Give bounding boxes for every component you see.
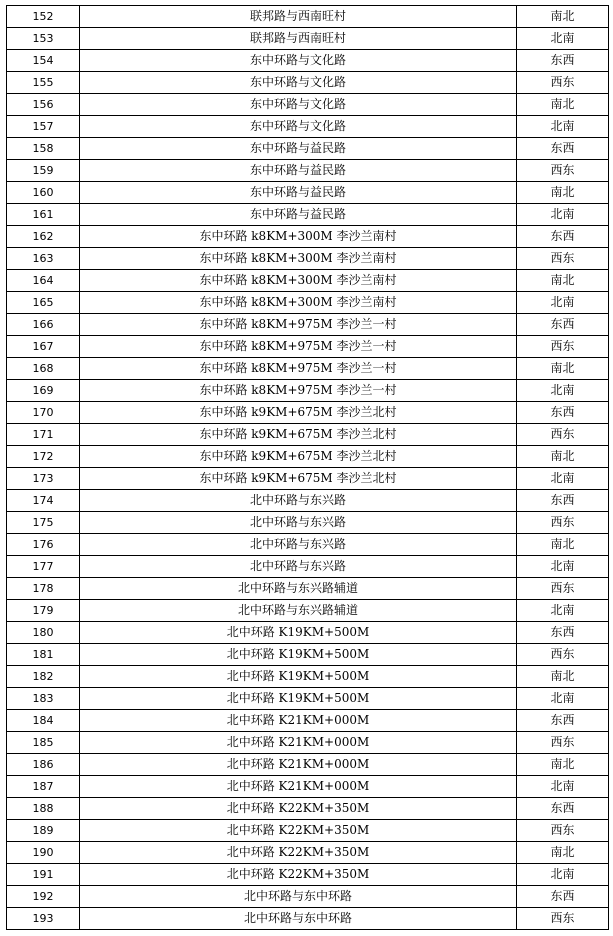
table-row bbox=[7, 446, 609, 468]
direction-cell: 南北 bbox=[517, 754, 609, 776]
direction-cell: 西东 bbox=[517, 644, 609, 666]
direction-cell: 东西 bbox=[517, 710, 609, 732]
table-row bbox=[7, 380, 609, 402]
location-cell: 北中环路 K21KM+000M bbox=[80, 754, 517, 776]
direction-cell: 东西 bbox=[517, 226, 609, 248]
direction-cell: 南北 bbox=[517, 842, 609, 864]
row-number-cell: 161 bbox=[7, 204, 80, 226]
location-cell: 东中环路 k8KM+975M 李沙兰一村 bbox=[80, 336, 517, 358]
direction-cell: 东西 bbox=[517, 314, 609, 336]
row-number-cell: 156 bbox=[7, 94, 80, 116]
table-row bbox=[7, 402, 609, 424]
direction-cell: 东西 bbox=[517, 798, 609, 820]
table-row bbox=[7, 248, 609, 270]
location-cell: 东中环路 k8KM+975M 李沙兰一村 bbox=[80, 358, 517, 380]
table-row bbox=[7, 842, 609, 864]
location-cell: 北中环路 K19KM+500M bbox=[80, 622, 517, 644]
intersection-table bbox=[6, 5, 609, 930]
direction-cell: 北南 bbox=[517, 116, 609, 138]
location-cell: 联邦路与西南旺村 bbox=[80, 6, 517, 28]
location-cell: 北中环路与东中环路 bbox=[80, 908, 517, 930]
direction-cell: 北南 bbox=[517, 468, 609, 490]
table-row bbox=[7, 798, 609, 820]
direction-cell: 南北 bbox=[517, 446, 609, 468]
direction-cell: 南北 bbox=[517, 94, 609, 116]
location-cell: 北中环路 K21KM+000M bbox=[80, 732, 517, 754]
table-row bbox=[7, 336, 609, 358]
location-cell: 北中环路 K19KM+500M bbox=[80, 644, 517, 666]
location-cell: 东中环路 k8KM+300M 李沙兰南村 bbox=[80, 292, 517, 314]
table-row bbox=[7, 116, 609, 138]
direction-cell: 南北 bbox=[517, 358, 609, 380]
direction-cell: 西东 bbox=[517, 820, 609, 842]
row-number-cell: 163 bbox=[7, 248, 80, 270]
table-row bbox=[7, 908, 609, 930]
table-row bbox=[7, 622, 609, 644]
table-row bbox=[7, 28, 609, 50]
table-row bbox=[7, 358, 609, 380]
location-cell: 北中环路与东兴路 bbox=[80, 556, 517, 578]
row-number-cell: 180 bbox=[7, 622, 80, 644]
location-cell: 东中环路与文化路 bbox=[80, 94, 517, 116]
table-row bbox=[7, 666, 609, 688]
location-cell: 东中环路 k9KM+675M 李沙兰北村 bbox=[80, 424, 517, 446]
direction-cell: 东西 bbox=[517, 490, 609, 512]
location-cell: 北中环路 K21KM+000M bbox=[80, 776, 517, 798]
location-cell: 联邦路与西南旺村 bbox=[80, 28, 517, 50]
row-number-cell: 157 bbox=[7, 116, 80, 138]
table-row bbox=[7, 270, 609, 292]
row-number-cell: 172 bbox=[7, 446, 80, 468]
location-cell: 东中环路与益民路 bbox=[80, 182, 517, 204]
table-row bbox=[7, 94, 609, 116]
table-row bbox=[7, 644, 609, 666]
row-number-cell: 187 bbox=[7, 776, 80, 798]
direction-cell: 东西 bbox=[517, 50, 609, 72]
table-row bbox=[7, 292, 609, 314]
table-body bbox=[7, 6, 609, 930]
direction-cell: 北南 bbox=[517, 864, 609, 886]
location-cell: 东中环路 k8KM+300M 李沙兰南村 bbox=[80, 248, 517, 270]
location-cell: 北中环路 K19KM+500M bbox=[80, 688, 517, 710]
table-row bbox=[7, 732, 609, 754]
row-number-cell: 192 bbox=[7, 886, 80, 908]
row-number-cell: 189 bbox=[7, 820, 80, 842]
direction-cell: 南北 bbox=[517, 666, 609, 688]
direction-cell: 北南 bbox=[517, 688, 609, 710]
direction-cell: 西东 bbox=[517, 160, 609, 182]
direction-cell: 西东 bbox=[517, 512, 609, 534]
location-cell: 东中环路 k8KM+300M 李沙兰南村 bbox=[80, 226, 517, 248]
direction-cell: 北南 bbox=[517, 380, 609, 402]
row-number-cell: 176 bbox=[7, 534, 80, 556]
row-number-cell: 153 bbox=[7, 28, 80, 50]
table-row bbox=[7, 72, 609, 94]
row-number-cell: 155 bbox=[7, 72, 80, 94]
table-row bbox=[7, 204, 609, 226]
location-cell: 东中环路 k9KM+675M 李沙兰北村 bbox=[80, 468, 517, 490]
table-row bbox=[7, 424, 609, 446]
row-number-cell: 154 bbox=[7, 50, 80, 72]
location-cell: 东中环路与文化路 bbox=[80, 50, 517, 72]
direction-cell: 南北 bbox=[517, 270, 609, 292]
direction-cell: 东西 bbox=[517, 402, 609, 424]
table-row bbox=[7, 490, 609, 512]
direction-cell: 西东 bbox=[517, 72, 609, 94]
table-row bbox=[7, 754, 609, 776]
direction-cell: 北南 bbox=[517, 556, 609, 578]
direction-cell: 北南 bbox=[517, 292, 609, 314]
row-number-cell: 173 bbox=[7, 468, 80, 490]
direction-cell: 西东 bbox=[517, 248, 609, 270]
location-cell: 北中环路与东兴路辅道 bbox=[80, 600, 517, 622]
location-cell: 北中环路 K22KM+350M bbox=[80, 820, 517, 842]
table-row bbox=[7, 182, 609, 204]
table-row bbox=[7, 468, 609, 490]
table-row bbox=[7, 776, 609, 798]
row-number-cell: 158 bbox=[7, 138, 80, 160]
direction-cell: 南北 bbox=[517, 6, 609, 28]
row-number-cell: 184 bbox=[7, 710, 80, 732]
table-row bbox=[7, 226, 609, 248]
direction-cell: 北南 bbox=[517, 28, 609, 50]
table-row bbox=[7, 820, 609, 842]
table-row bbox=[7, 578, 609, 600]
location-cell: 东中环路与益民路 bbox=[80, 160, 517, 182]
row-number-cell: 179 bbox=[7, 600, 80, 622]
location-cell: 北中环路与东兴路 bbox=[80, 512, 517, 534]
row-number-cell: 185 bbox=[7, 732, 80, 754]
location-cell: 东中环路 k8KM+975M 李沙兰一村 bbox=[80, 314, 517, 336]
row-number-cell: 193 bbox=[7, 908, 80, 930]
row-number-cell: 177 bbox=[7, 556, 80, 578]
direction-cell: 北南 bbox=[517, 204, 609, 226]
location-cell: 北中环路 K22KM+350M bbox=[80, 798, 517, 820]
table-row bbox=[7, 534, 609, 556]
row-number-cell: 166 bbox=[7, 314, 80, 336]
location-cell: 北中环路 K22KM+350M bbox=[80, 842, 517, 864]
table-row bbox=[7, 864, 609, 886]
row-number-cell: 164 bbox=[7, 270, 80, 292]
location-cell: 东中环路与益民路 bbox=[80, 138, 517, 160]
direction-cell: 北南 bbox=[517, 600, 609, 622]
table-row bbox=[7, 688, 609, 710]
row-number-cell: 190 bbox=[7, 842, 80, 864]
table-row bbox=[7, 160, 609, 182]
direction-cell: 南北 bbox=[517, 182, 609, 204]
table-row bbox=[7, 886, 609, 908]
direction-cell: 东西 bbox=[517, 138, 609, 160]
row-number-cell: 171 bbox=[7, 424, 80, 446]
row-number-cell: 182 bbox=[7, 666, 80, 688]
row-number-cell: 168 bbox=[7, 358, 80, 380]
location-cell: 北中环路与东兴路 bbox=[80, 534, 517, 556]
row-number-cell: 188 bbox=[7, 798, 80, 820]
direction-cell: 西东 bbox=[517, 908, 609, 930]
row-number-cell: 159 bbox=[7, 160, 80, 182]
table-row bbox=[7, 314, 609, 336]
location-cell: 东中环路 k9KM+675M 李沙兰北村 bbox=[80, 402, 517, 424]
table-row bbox=[7, 6, 609, 28]
direction-cell: 西东 bbox=[517, 578, 609, 600]
location-cell: 东中环路 k9KM+675M 李沙兰北村 bbox=[80, 446, 517, 468]
direction-cell: 东西 bbox=[517, 622, 609, 644]
table-row bbox=[7, 512, 609, 534]
location-cell: 北中环路与东中环路 bbox=[80, 886, 517, 908]
location-cell: 北中环路与东兴路辅道 bbox=[80, 578, 517, 600]
row-number-cell: 165 bbox=[7, 292, 80, 314]
row-number-cell: 183 bbox=[7, 688, 80, 710]
direction-cell: 西东 bbox=[517, 336, 609, 358]
row-number-cell: 170 bbox=[7, 402, 80, 424]
row-number-cell: 181 bbox=[7, 644, 80, 666]
direction-cell: 西东 bbox=[517, 424, 609, 446]
table-row bbox=[7, 710, 609, 732]
table-row bbox=[7, 50, 609, 72]
table-row bbox=[7, 600, 609, 622]
location-cell: 东中环路与益民路 bbox=[80, 204, 517, 226]
row-number-cell: 186 bbox=[7, 754, 80, 776]
direction-cell: 西东 bbox=[517, 732, 609, 754]
location-cell: 北中环路 K22KM+350M bbox=[80, 864, 517, 886]
table-row bbox=[7, 138, 609, 160]
row-number-cell: 160 bbox=[7, 182, 80, 204]
location-cell: 东中环路 k8KM+975M 李沙兰一村 bbox=[80, 380, 517, 402]
row-number-cell: 191 bbox=[7, 864, 80, 886]
location-cell: 北中环路与东兴路 bbox=[80, 490, 517, 512]
direction-cell: 北南 bbox=[517, 776, 609, 798]
row-number-cell: 178 bbox=[7, 578, 80, 600]
row-number-cell: 174 bbox=[7, 490, 80, 512]
row-number-cell: 167 bbox=[7, 336, 80, 358]
direction-cell: 南北 bbox=[517, 534, 609, 556]
row-number-cell: 175 bbox=[7, 512, 80, 534]
location-cell: 北中环路 K21KM+000M bbox=[80, 710, 517, 732]
location-cell: 东中环路 k8KM+300M 李沙兰南村 bbox=[80, 270, 517, 292]
direction-cell: 东西 bbox=[517, 886, 609, 908]
location-cell: 东中环路与文化路 bbox=[80, 116, 517, 138]
location-cell: 北中环路 K19KM+500M bbox=[80, 666, 517, 688]
row-number-cell: 162 bbox=[7, 226, 80, 248]
location-cell: 东中环路与文化路 bbox=[80, 72, 517, 94]
table-row bbox=[7, 556, 609, 578]
row-number-cell: 169 bbox=[7, 380, 80, 402]
row-number-cell: 152 bbox=[7, 6, 80, 28]
